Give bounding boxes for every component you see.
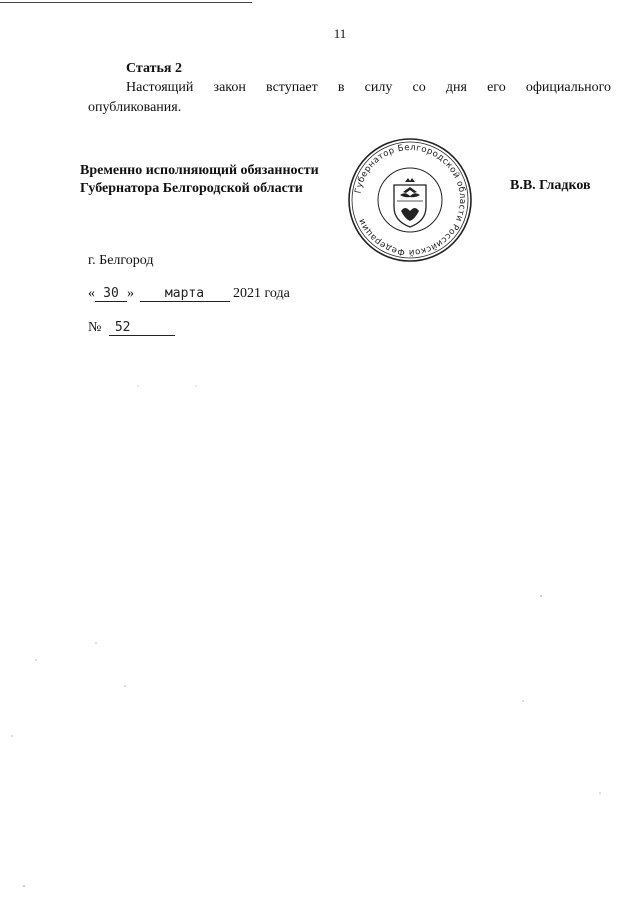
- date-month: марта: [140, 286, 230, 302]
- number-sign: №: [88, 320, 102, 335]
- place-of-signing: г. Белгород: [88, 253, 154, 268]
- date-year: 2021 года: [233, 286, 290, 301]
- article-title: Статья 2: [126, 61, 182, 76]
- number-value: 52: [109, 320, 175, 336]
- seal-ring-text: Губернатор Белгородской области Российской Федерации: [353, 142, 468, 258]
- date-day: 30: [95, 286, 127, 302]
- article-text-line-1: Настоящий закон вступает в силу со дня его официального: [126, 80, 611, 95]
- date-close-quote: »: [127, 286, 134, 301]
- article-text-line-2: опубликования.: [88, 100, 182, 115]
- date-open-quote: «: [88, 286, 95, 301]
- page-number: 11: [333, 26, 347, 41]
- signatory-name: В.В. Гладков: [510, 178, 591, 193]
- signatory-title-line-2: Губернатора Белгородской области: [80, 181, 303, 196]
- signatory-title-line-1: Временно исполняющий обязанности: [80, 163, 319, 178]
